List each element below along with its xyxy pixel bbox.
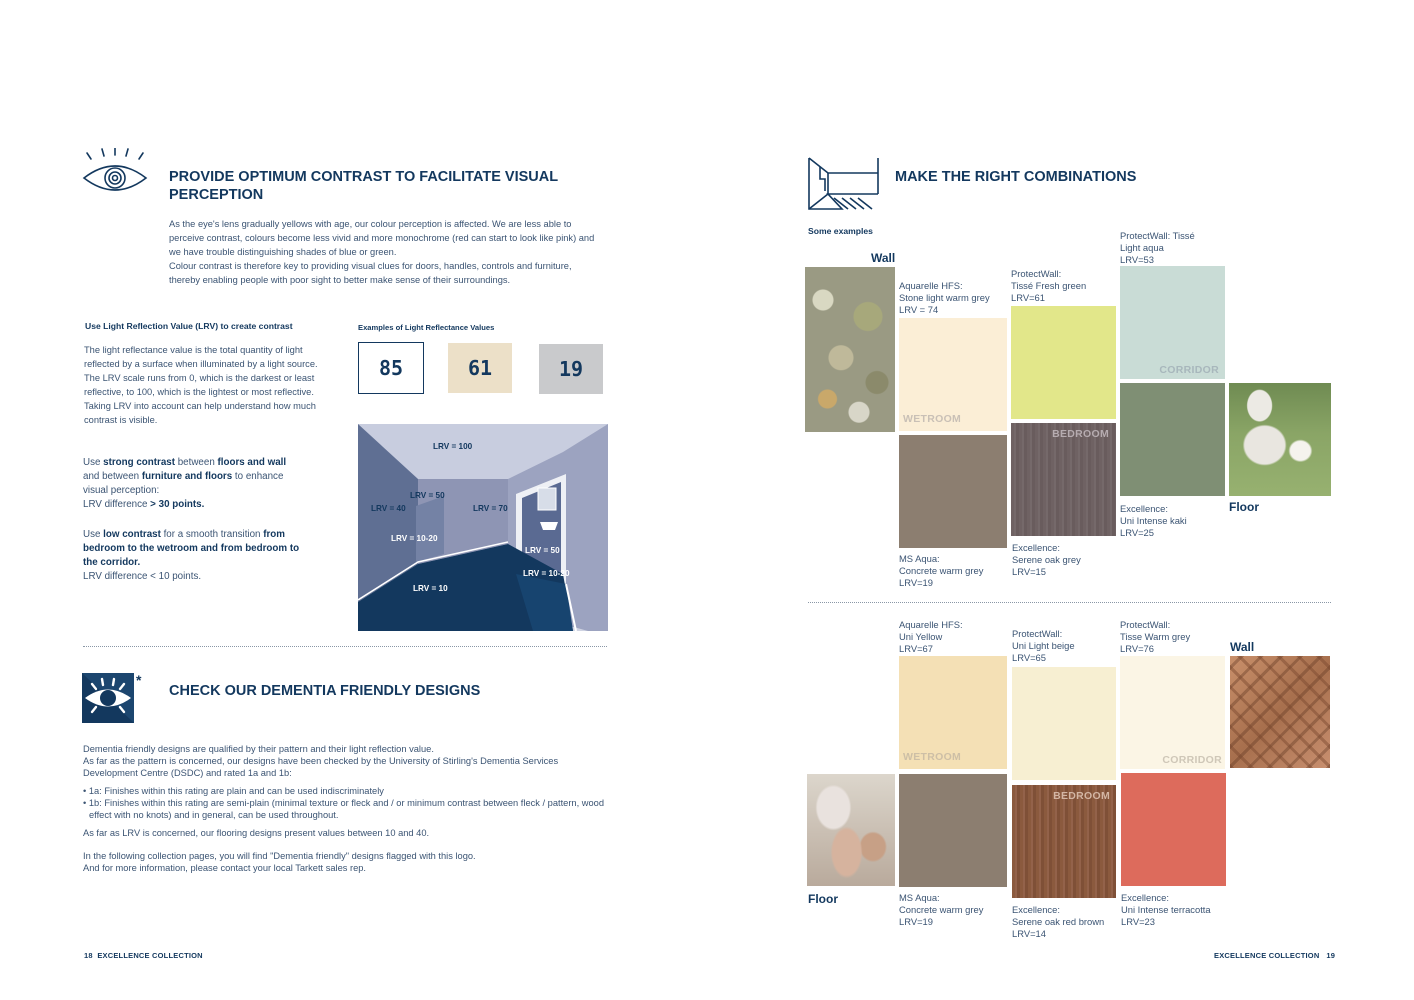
top-wall-label: Wall: [871, 251, 896, 265]
contrast-intro: [169, 217, 605, 287]
swatch-stone-light-warm-grey: [899, 318, 1007, 431]
tag-wetroom: WETROOM: [903, 413, 962, 425]
swatch-uni-intense-kaki: [1120, 383, 1225, 496]
dementia-bullet-1a: • 1a: Finishes within this rating are plain and can be used indiscriminately: [83, 786, 384, 796]
caption-concrete-warm-grey: MS Aqua: Concrete warm grey LRV=19: [899, 553, 984, 588]
caption-fresh-green: ProtectWall: Tissé Fresh green LRV=61: [1011, 268, 1087, 303]
room-label-door: LRV = 50: [410, 491, 445, 500]
caption-uni-yellow: Aquarelle HFS: Uni Yellow LRV=67: [899, 619, 963, 654]
dementia-p1: Dementia friendly designs are qualified by their pattern and their light reflection value.: [83, 744, 434, 754]
right-page-number: 19: [1326, 951, 1336, 960]
dementia-p2: As far as the pattern is concerned, our designs have been checked by the University of Stirling's Dementia Services Development Centre (DSDC) and rated 1a and 1b:: [83, 756, 559, 778]
swatch-uni-intense-terracotta: [1121, 773, 1226, 886]
elderly-reading-photo: [1229, 383, 1331, 496]
room-label-floor: LRV = 10: [413, 584, 448, 593]
swatch-uni-yellow: [899, 656, 1007, 769]
tag-bedroom: BEDROOM: [1052, 428, 1109, 440]
swatch-light-aqua: [1120, 266, 1225, 379]
dementia-friendly-logo-icon: [82, 673, 134, 723]
room-illustration: [358, 424, 608, 631]
lrv-text: The light reflectance value is the total quantity of light reflected by a surface when illuminated by a light source. The LRV scale runs from 0, which is the darkest or least reflective, to 100, which is the lightest or most reflective. Taking LRV into account can help understand how much contrast is visible.: [84, 345, 318, 425]
dementia-p4: In the following collection pages, you will find "Dementia friendly" designs flagged with this logo.: [83, 851, 476, 861]
caption-concrete-warm-grey-2: MS Aqua: Concrete warm grey LRV=19: [899, 892, 984, 927]
tag-bedroom: BEDROOM: [1053, 790, 1110, 802]
intro-para-1: As the eye's lens gradually yellows with age, our colour perception is affected. We are less able to perceive contrast, colours become less vivid and more monochrome (red can start to look like pink) and we have trouble distinguishing shades of blue or green.: [169, 219, 595, 257]
dementia-p3: As far as LRV is concerned, our flooring designs present values between 10 and 40.: [83, 828, 430, 838]
caption-uni-intense-kaki: Excellence: Uni Intense kaki LRV=25: [1120, 503, 1187, 538]
lrv-examples-heading: Examples of Light Reflectance Values: [358, 323, 495, 332]
swatch-serene-oak-red-brown: [1012, 785, 1116, 898]
caption-light-aqua: ProtectWall: Tissé Light aqua LRV=53: [1120, 230, 1195, 265]
dementia-p5: And for more information, please contact your local Tarkett sales rep.: [83, 863, 367, 873]
swatch-uni-light-beige: [1012, 667, 1116, 780]
lichen-wall-photo: [805, 267, 895, 432]
top-floor-label: Floor: [1229, 500, 1259, 514]
lrv-example-85: 85: [358, 342, 424, 394]
lrv-example-19: 19: [539, 344, 603, 394]
right-footer: [1214, 951, 1335, 960]
dementia-bullet-1b: • 1b: Finishes within this rating are semi-plain (minimal texture or fleck and / or minimum contrast between fleck / pattern, wood effect with no knots) and in general, can be used throughout.: [83, 798, 604, 820]
room-corner-icon: [808, 157, 880, 211]
contrast-title: PROVIDE OPTIMUM CONTRAST TO FACILITATE VISUAL PERCEPTION: [169, 169, 559, 203]
room-label-skirting: LRV = 10-20: [391, 534, 438, 543]
caption-tisse-warm-grey: ProtectWall: Tisse Warm grey LRV=76: [1120, 619, 1191, 654]
right-divider: [808, 602, 1331, 603]
strong-contrast-advice: Use strong contrast between floors and wall and between furniture and floors to enhance visual perception: LRV difference > 30 points.: [83, 457, 287, 510]
tag-corridor: CORRIDOR: [1162, 754, 1222, 766]
swatch-concrete-warm-grey-2: [899, 774, 1007, 887]
swatch-tisse-warm-grey: [1120, 656, 1225, 769]
caption-uni-light-beige: ProtectWall: Uni Light beige LRV=65: [1012, 628, 1075, 663]
swatch-fresh-green: [1011, 306, 1116, 419]
swatch-serene-oak-grey: [1011, 423, 1116, 536]
room-label-ceiling: LRV = 100: [433, 442, 473, 451]
some-examples-label: Some examples: [808, 226, 873, 236]
tag-wetroom: WETROOM: [903, 751, 962, 763]
dementia-title: CHECK OUR DEMENTIA FRIENDLY DESIGNS: [169, 683, 481, 699]
lrv-heading: Use Light Reflection Value (LRV) to create contrast: [85, 321, 293, 331]
room-label-left-wall: LRV = 40: [371, 504, 406, 513]
caption-uni-intense-terracotta: Excellence: Uni Intense terracotta LRV=23: [1121, 892, 1211, 927]
combinations-title: MAKE THE RIGHT COMBINATIONS: [895, 169, 1137, 185]
elderly-hands-photo: [807, 774, 895, 886]
intro-para-2: Colour contrast is therefore key to providing visual clues for doors, handles, controls and furniture, thereby enabling people with poor sight to better make sense of their surroundings.: [169, 261, 572, 285]
caption-stone-light-warm-grey: Aquarelle HFS: Stone light warm grey LRV = 74: [899, 280, 990, 315]
caption-serene-oak-grey: Excellence: Serene oak grey LRV=15: [1012, 542, 1081, 577]
room-label-wetroom-floor: LRV = 50: [525, 546, 560, 555]
bottom-wall-label: Wall: [1230, 640, 1255, 654]
eye-icon: [82, 148, 148, 194]
wood-panel-wall-photo: [1230, 656, 1330, 768]
tag-corridor: CORRIDOR: [1159, 364, 1219, 376]
swatch-concrete-warm-grey: [899, 435, 1007, 548]
left-footer-label: EXCELLENCE COLLECTION: [97, 951, 203, 960]
right-footer-label: EXCELLENCE COLLECTION: [1214, 951, 1320, 960]
left-page-number: 18: [84, 951, 93, 960]
bottom-floor-label: Floor: [808, 892, 838, 906]
caption-serene-oak-red-brown: Excellence: Serene oak red brown LRV=14: [1012, 904, 1105, 939]
dementia-logo-star: *: [136, 672, 142, 688]
lrv-example-61: 61: [448, 343, 512, 393]
low-contrast-advice: Use low contrast for a smooth transition from bedroom to the wetroom and from bedroom to the corridor. LRV difference < 10 points.: [83, 529, 300, 582]
room-label-threshold: LRV = 10-20: [523, 569, 570, 578]
left-footer: [84, 951, 203, 960]
left-divider: [83, 646, 607, 647]
dementia-text: [83, 743, 611, 874]
room-label-back-wall: LRV = 70: [473, 504, 508, 513]
